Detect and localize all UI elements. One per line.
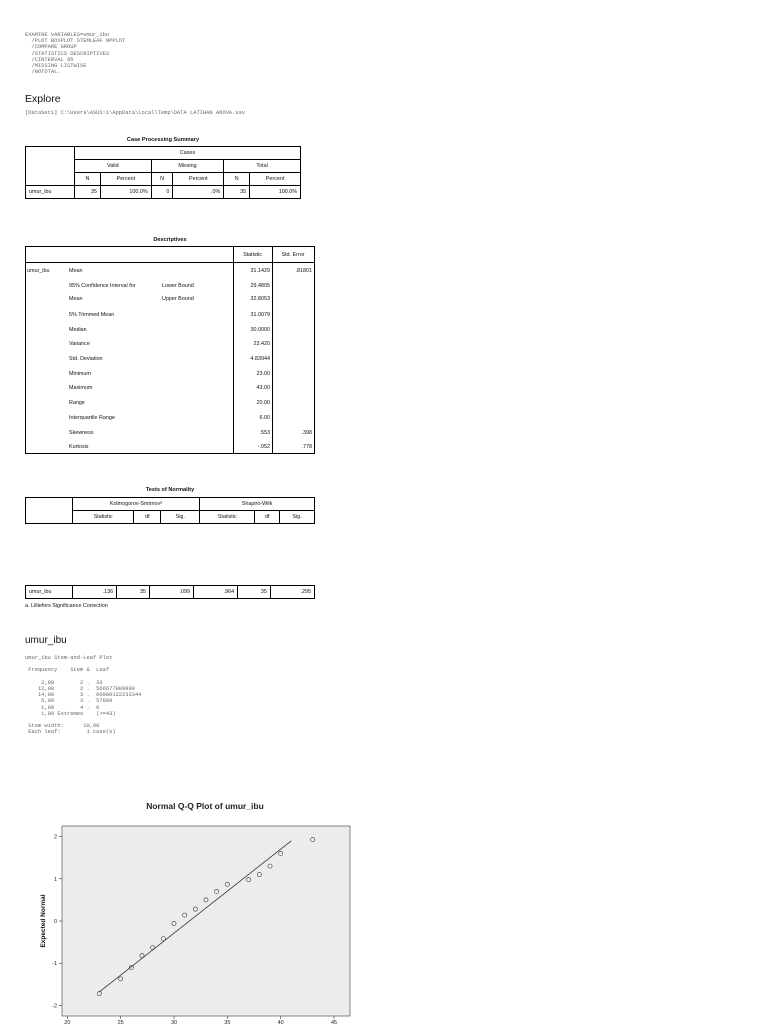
statistic-value: 29.4805 — [250, 283, 270, 289]
statistic-value: 23.00 — [256, 371, 270, 377]
table-cell: 35 — [224, 186, 250, 199]
dataset-path: [DataSet1] C:\Users\ASUS~1\AppData\Local\Temp\DATA LATIHAN ANOVA.sav — [25, 110, 245, 116]
normality-title: Tests of Normality — [145, 487, 195, 493]
valid-header: Valid — [75, 160, 152, 173]
statistic-value: 20.00 — [256, 400, 270, 406]
df-header: df — [134, 511, 161, 524]
stat-label: Minimum — [69, 371, 91, 377]
normality-data-table — [25, 585, 315, 599]
statistic-value: 43.00 — [256, 385, 270, 391]
syntax-line: /STATISTICS DESCRIPTIVES — [25, 50, 110, 57]
missing-header: Missing — [151, 160, 224, 173]
table-cell: .136 — [73, 586, 117, 599]
table-cell: .0% — [173, 186, 224, 199]
stat-label: 95% Confidence Interval for — [69, 283, 136, 289]
table-cell: .295 — [270, 586, 314, 599]
stat-label: 5% Trimmed Mean — [69, 312, 115, 318]
stat-label: Mean — [69, 296, 83, 302]
y-tick-label: -1 — [52, 961, 57, 968]
table-cell: 100.0% — [100, 186, 151, 199]
stem-leaf-line: Stem width: 10,00 — [25, 723, 100, 730]
stat-label: Range — [69, 400, 85, 406]
table-cell: .099 — [149, 586, 193, 599]
n-header: N — [224, 173, 250, 186]
x-tick-label: 45 — [330, 1020, 338, 1024]
syntax-line: /CINTERVAL 95 — [25, 56, 74, 63]
syntax-block — [25, 32, 125, 75]
statistic-header: Statistic — [200, 511, 255, 524]
sig-header: Sig. — [161, 511, 200, 524]
stem-leaf-line: umur_ibu Stem-and-Leaf Plot — [25, 655, 113, 661]
lilliefors-note: a. Lilliefors Significance Correction — [25, 603, 108, 609]
std-error-value: .778 — [301, 444, 312, 450]
table-cell: .964 — [193, 586, 237, 599]
table-cell: 35 — [117, 586, 150, 599]
stat-label: Variance — [69, 341, 90, 347]
y-tick-label: 1 — [53, 876, 57, 883]
stat-label: Maximum — [69, 385, 93, 391]
x-tick-label: 30 — [170, 1020, 178, 1024]
y-tick-label: 2 — [53, 834, 57, 841]
descriptives-title: Descriptives — [153, 237, 187, 243]
corner-cell — [26, 498, 73, 524]
statistic-header: Statistic — [73, 511, 134, 524]
x-tick-label: 25 — [117, 1020, 124, 1024]
descriptives-table — [25, 246, 315, 454]
ks-header: Kolmogorov-Smirnovᵃ — [73, 498, 200, 511]
sig-header: Sig. — [280, 511, 315, 524]
syntax-line: /COMPARE GROUP — [25, 44, 77, 51]
statistic-value: 30.0000 — [250, 327, 270, 333]
stem-leaf-line: 2,00 2 . 33 — [25, 679, 103, 686]
cases-header: Cases — [75, 147, 301, 160]
statistic-value: .553 — [259, 430, 270, 436]
bound-label: Lower Bound — [162, 283, 194, 289]
y-tick-label: 0 — [53, 919, 57, 925]
y-axis-label: Expected Normal — [40, 894, 47, 948]
statistic-value: 31.0079 — [250, 312, 270, 318]
table-cell: 35 — [238, 586, 271, 599]
std-error-header: Std. Error — [281, 252, 305, 258]
statistic-value: 6.00 — [259, 415, 270, 421]
variable-label: umur_ibu — [27, 268, 50, 274]
chart-title: Normal Q-Q Plot of umur_ibu — [146, 801, 264, 811]
stem-leaf-line: 1,00 4 . 0 — [25, 704, 100, 711]
statistic-value: 32.8053 — [250, 296, 270, 302]
x-tick-label: 20 — [64, 1020, 71, 1024]
syntax-line: /NOTOTAL. — [25, 69, 61, 76]
df-header: df — [255, 511, 280, 524]
stem-leaf-line: 14,00 3 . 00000122233344 — [25, 692, 142, 699]
percent-header: Percent — [173, 173, 224, 186]
n-header: N — [151, 173, 173, 186]
statistic-value: 4.83944 — [250, 356, 270, 362]
explore-heading: Explore — [25, 93, 61, 105]
case-summary-table — [25, 146, 301, 199]
case-summary-title: Case Processing Summary — [126, 137, 200, 143]
stem-leaf-block — [25, 655, 141, 736]
row-label: umur_ibu — [26, 586, 73, 599]
statistic-value: 31.1429 — [250, 268, 270, 274]
stem-leaf-line: Each leaf: 1 case(s) — [25, 729, 116, 736]
corner-cell — [26, 147, 75, 186]
stem-leaf-line: 1,00 Extremes (>=43) — [25, 710, 116, 717]
bound-label: Upper Bound — [162, 296, 194, 302]
x-tick-label: 35 — [224, 1020, 231, 1024]
syntax-line: EXAMINE VARIABLES=umur_ibu — [25, 32, 110, 38]
syntax-line: /PLOT BOXPLOT STEMLEAF NPPLOT — [25, 38, 126, 45]
statistic-value: 23.420 — [253, 341, 270, 347]
x-tick-label: 40 — [277, 1020, 284, 1024]
stem-leaf-line: Frequency Stem & Leaf — [25, 667, 110, 674]
stat-label: Std. Deviation — [69, 356, 103, 362]
percent-header: Percent — [100, 173, 151, 186]
syntax-line: /MISSING LISTWISE — [25, 63, 87, 70]
table-cell: 35 — [75, 186, 101, 199]
stat-label: Interquartile Range — [69, 415, 115, 421]
stem-leaf-line: 12,00 2 . 566677889999 — [25, 685, 135, 692]
row-label: umur_ibu — [26, 186, 75, 199]
table-cell: 100.0% — [250, 186, 301, 199]
stat-label: Mean — [69, 268, 83, 274]
stat-label: Kurtosis — [69, 444, 89, 450]
std-error-value: .398 — [301, 430, 312, 436]
sw-header: Shapiro-Wilk — [200, 498, 315, 511]
statistic-header: Statistic — [243, 252, 262, 258]
std-error-value: .81801 — [295, 268, 312, 274]
stem-leaf-line: 5,00 3 . 57899 — [25, 698, 113, 705]
stat-label: Skewness — [69, 430, 94, 436]
y-tick-label: -2 — [52, 1003, 57, 1010]
total-header: Total — [224, 160, 301, 173]
variable-heading: umur_ibu — [25, 635, 67, 646]
table-cell: 0 — [151, 186, 173, 199]
n-header: N — [75, 173, 101, 186]
percent-header: Percent — [250, 173, 301, 186]
normality-header-table — [25, 497, 315, 524]
stat-label: Median — [69, 327, 87, 333]
qq-plot — [30, 815, 360, 1024]
statistic-value: -.052 — [257, 444, 270, 450]
